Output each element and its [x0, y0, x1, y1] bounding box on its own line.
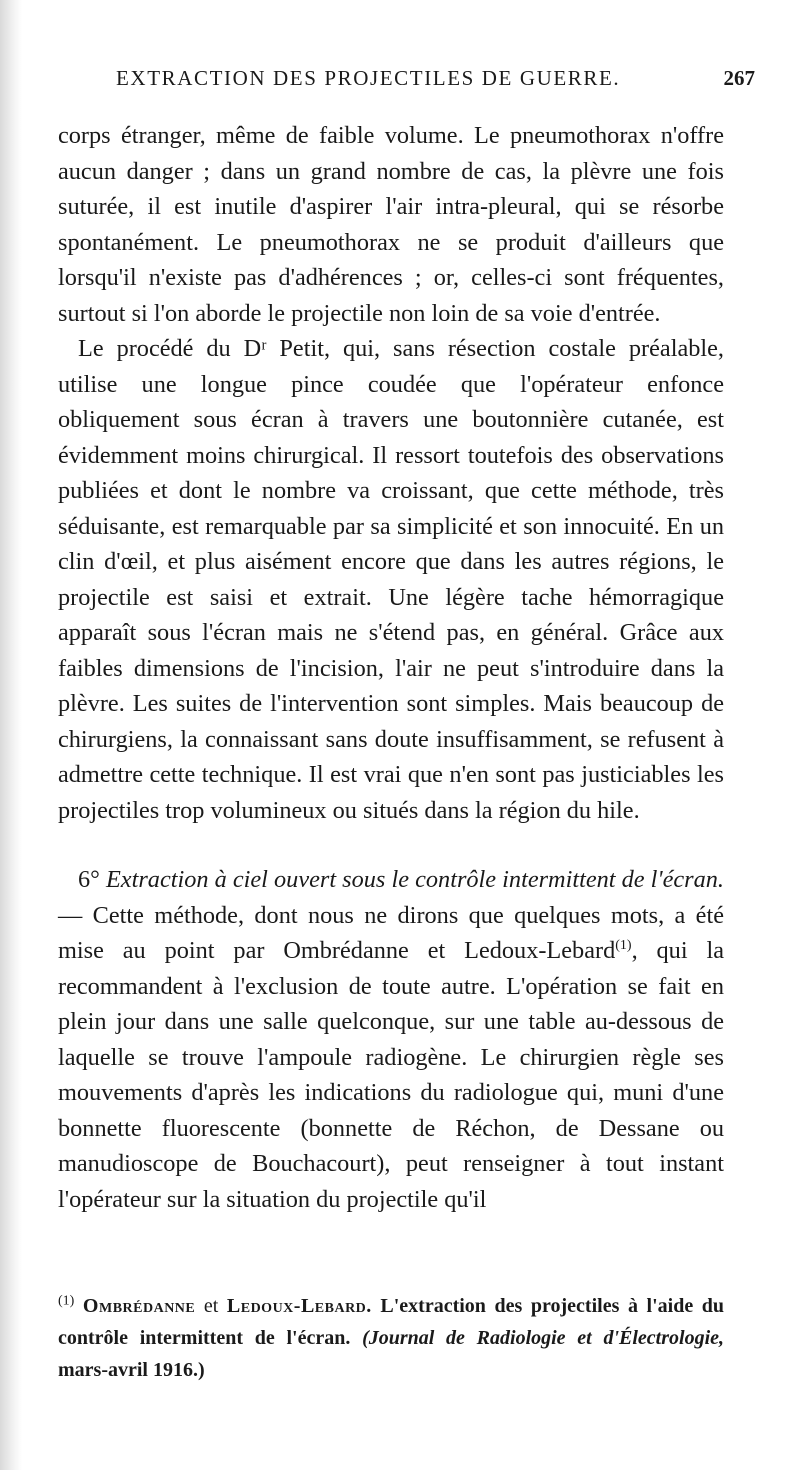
section-title: Extraction à ciel ouvert sous le contrôle intermittent de l'écran. — [105, 866, 724, 893]
running-head — [116, 66, 755, 106]
paragraph-continued: corps étranger, même de faible volume. Le pneumothorax n'offre aucun danger ; dans un grand nombre de cas, la plèvre une fois suturée, il est inutile d'aspirer l'air intra-pleural, qui se résorbe spontanément. Le pneumothorax ne se produit d'ailleurs que lorsqu'il n'existe pas d'adhérences ; or, celles-ci sont fréquentes, surtout si l'on aborde le projectile non loin de sa voie d'entrée. — [58, 122, 724, 327]
footnote-date: mars-avril 1916.) — [58, 1359, 205, 1381]
section-text-continued: , qui la recommandent à l'exclusion de toute autre. L'opération se fait en plein jour dans une salle quelconque, sur une table au-dessous de laquelle se trouve l'ampoule radiogène. Le chirurgien règle ses mouvements d'après les indications du radiologue qui, muni d'une bonnette fluorescente (bonnette de Réchon, de Dessane ou manudioscope de Bouchacourt), peut renseigner à tout instant l'opérateur sur la situation du projectile qu'il — [58, 937, 724, 1213]
section-extraction-ciel-ouvert — [58, 862, 724, 1217]
page-number: 267 — [723, 66, 755, 90]
footnote-marker: (1) — [58, 1293, 75, 1309]
paragraph-petit-procedure: Le procédé du Dʳ Petit, qui, sans résection costale préalable, utilise une longue pince coudée que l'opérateur enfonce obliquement sous écran à travers une boutonnière cutanée, est évidemment moins chirurgical. Il ressort toutefois des observations publiées et dont le nombre va croissant, que cette méthode, très séduisante, est remarquable par sa simplicité et son innocuité. En un clin d'œil, et plus aisément encore que dans les autres régions, le projectile est saisi et extrait. Une légère tache hémorragique apparaît sous l'écran mais ne s'étend pas, en général. Grâce aux faibles dimensions de l'incision, l'air ne peut s'introduire dans la plèvre. Les suites de l'intervention sont simples. Mais beaucoup de chirurgiens, la connaissant sans doute insuffisamment, se refusent à admettre cette technique. Il est vrai que n'en sont pas justiciables les projectiles trop volumineux ou situés dans la région du hile. — [58, 335, 724, 824]
section-text-start: — Cette méthode, dont nous ne dirons que quelques mots, a été mise au point par Ombrédanne et Ledoux-Lebard — [58, 901, 724, 964]
footnote-journal: (Journal de Radiologie et d'Électrologie, — [362, 1327, 724, 1349]
footnote — [58, 1290, 724, 1386]
footnote-conjunction: et — [203, 1295, 219, 1317]
footnote-reference: (1) — [615, 937, 632, 953]
page-binding-edge — [0, 0, 22, 1470]
running-head-title: EXTRACTION DES PROJECTILES DE GUERRE. — [116, 66, 621, 90]
body-text — [58, 118, 724, 1217]
footnote-article-title: L'extraction des projectiles à l'aide du contrôle intermittent de l'écran. — [58, 1295, 725, 1349]
footnote-author-ombredanne: Ombrédanne — [82, 1295, 196, 1317]
section-number: 6° — [78, 866, 100, 893]
footnote-author-ledoux-lebard: Ledoux-Lebard. — [226, 1295, 372, 1317]
